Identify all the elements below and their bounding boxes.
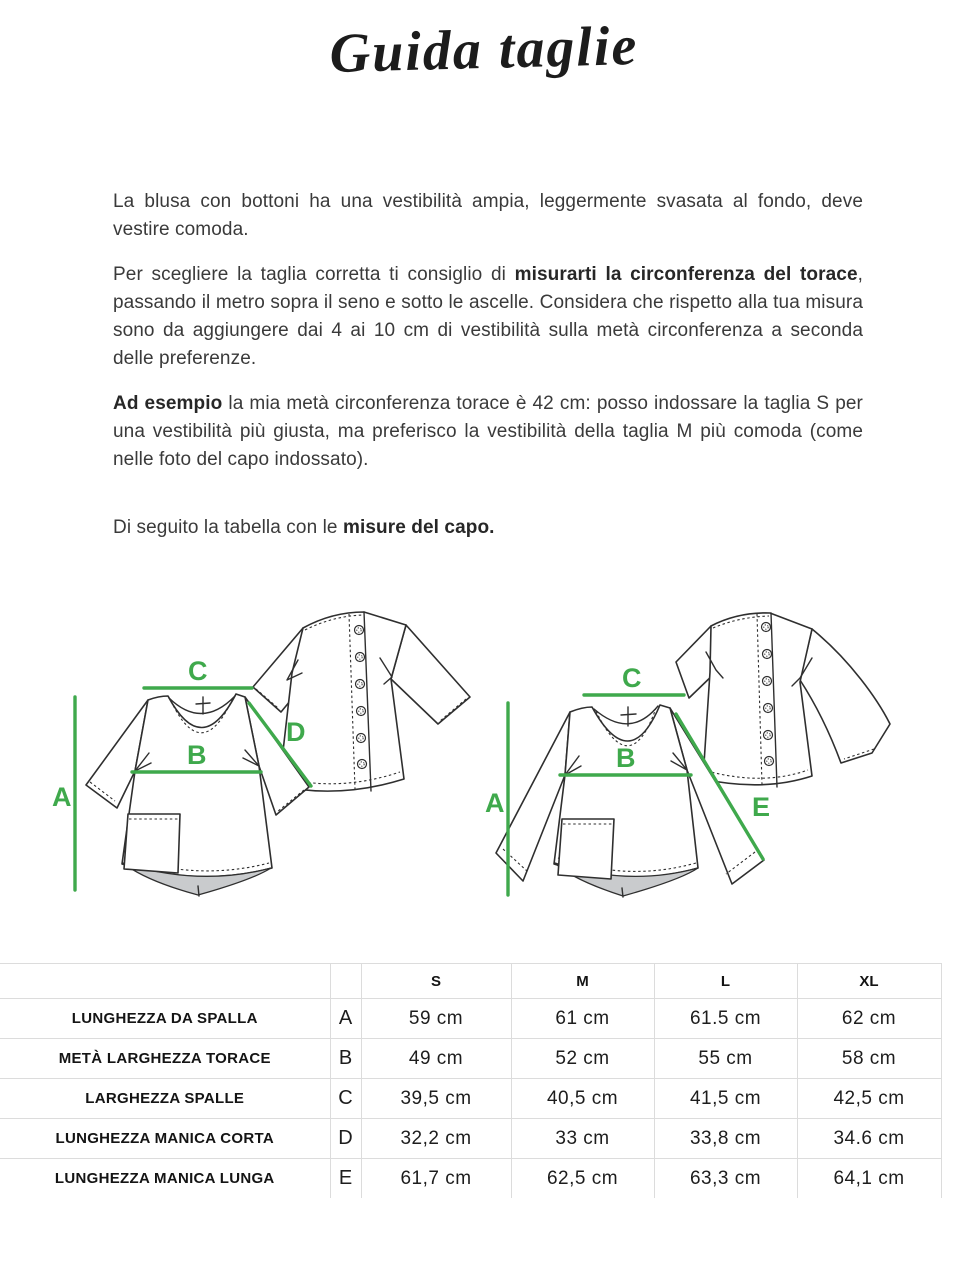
value-cell: 52 cm <box>511 1039 654 1079</box>
value-cell: 63,3 cm <box>654 1159 797 1199</box>
table-row-shoulder-width <box>0 1079 941 1119</box>
measure-label-b: B <box>616 743 636 773</box>
back-right-sleeve <box>391 625 470 724</box>
text-run-bold: misure del capo. <box>342 517 495 538</box>
value-cell: 62,5 cm <box>511 1159 654 1199</box>
measure-label-d: D <box>286 717 306 747</box>
size-header-row <box>0 964 941 999</box>
value-cell: 58 cm <box>797 1039 941 1079</box>
paragraph-measure-advice <box>113 261 863 373</box>
size-header-l: L <box>654 964 797 999</box>
paragraph-table-intro <box>113 514 863 542</box>
center-back-tick <box>196 703 210 704</box>
front-view-short-sleeve <box>86 694 309 896</box>
row-label: LUNGHEZZA MANICA CORTA <box>0 1119 330 1159</box>
text-run: La blusa con bottoni ha una vestibilità ampia, leggermente svasata al fondo, deve vestire comoda. <box>113 191 863 240</box>
empty-header-cell <box>0 964 330 999</box>
value-cell: 59 cm <box>361 999 511 1039</box>
button-icon <box>358 760 367 769</box>
short-sleeve-blouse-diagram <box>40 600 480 920</box>
text-run-bold: Ad esempio <box>113 393 223 414</box>
button-icon <box>356 680 365 689</box>
table-row-short-sleeve-length <box>0 1119 941 1159</box>
back-right-sleeve <box>800 629 890 763</box>
button-icon <box>762 623 771 632</box>
size-header-xl: XL <box>797 964 941 999</box>
button-icon <box>763 677 772 686</box>
value-cell: 40,5 cm <box>511 1079 654 1119</box>
text-run: , passando il metro sopra il seno e sotto le ascelle. Considera che rispetto alla tua misura sono da aggiungere dai 4 ai 10 cm di vestibilità sulla metà circonferenza a seconda delle preferenze. <box>113 264 864 369</box>
table-row-half-chest <box>0 1039 941 1079</box>
paragraph-example <box>113 390 863 474</box>
row-letter: A <box>330 999 361 1039</box>
value-cell: 33 cm <box>511 1119 654 1159</box>
long-sleeve-blouse-diagram <box>470 600 910 920</box>
measure-label-a: A <box>52 782 72 812</box>
hem-notch <box>622 888 623 897</box>
value-cell: 34.6 cm <box>797 1119 941 1159</box>
size-table <box>0 963 942 1198</box>
row-label: LUNGHEZZA MANICA LUNGA <box>0 1159 330 1199</box>
row-letter: B <box>330 1039 361 1079</box>
text-run: Di seguito la tabella con le <box>113 517 343 538</box>
text-run: Per scegliere la taglia corretta ti consiglio di <box>113 264 515 285</box>
value-cell: 41,5 cm <box>654 1079 797 1119</box>
size-header-m: M <box>511 964 654 999</box>
value-cell: 61.5 cm <box>654 999 797 1039</box>
value-cell: 61,7 cm <box>361 1159 511 1199</box>
button-icon <box>764 731 773 740</box>
value-cell: 64,1 cm <box>797 1159 941 1199</box>
button-icon <box>357 734 366 743</box>
value-cell: 39,5 cm <box>361 1079 511 1119</box>
back-body-outline <box>703 613 812 785</box>
value-cell: 49 cm <box>361 1039 511 1079</box>
text-run-bold: misurarti la circonferenza del torace <box>514 264 858 285</box>
button-icon <box>764 704 773 713</box>
button-icon <box>357 707 366 716</box>
back-view-long-sleeve <box>676 613 890 787</box>
button-icon <box>356 653 365 662</box>
value-cell: 55 cm <box>654 1039 797 1079</box>
value-cell: 42,5 cm <box>797 1079 941 1119</box>
center-back-tick <box>621 714 636 715</box>
button-icon <box>765 757 774 766</box>
value-cell: 62 cm <box>797 999 941 1039</box>
value-cell: 61 cm <box>511 999 654 1039</box>
intro-text <box>113 188 863 559</box>
measure-label-c: C <box>188 656 208 686</box>
row-letter: C <box>330 1079 361 1119</box>
measure-label-a: A <box>485 788 505 818</box>
patch-pocket <box>558 819 614 879</box>
button-icon <box>763 650 772 659</box>
paragraph-fit <box>113 188 863 244</box>
patch-pocket <box>124 814 180 873</box>
page-title: Guida taglie <box>328 14 640 86</box>
value-cell: 33,8 cm <box>654 1119 797 1159</box>
hem-notch <box>198 886 199 896</box>
row-letter: E <box>330 1159 361 1199</box>
measure-label-c: C <box>622 663 642 693</box>
text-run: la mia metà circonferenza torace è 42 cm: posso indossare la taglia S per una vestibilità più giusta, ma preferisco la vestibilità della taglia M più comoda (come nelle foto del capo indossato). <box>113 393 863 470</box>
row-label: LARGHEZZA SPALLE <box>0 1079 330 1119</box>
row-label: LUNGHEZZA DA SPALLA <box>0 999 330 1039</box>
measure-label-b: B <box>187 740 207 770</box>
row-letter: D <box>330 1119 361 1159</box>
size-header-s: S <box>361 964 511 999</box>
empty-header-cell <box>330 964 361 999</box>
table-row-shoulder-length <box>0 999 941 1039</box>
measure-label-e: E <box>752 792 771 822</box>
table-row-long-sleeve-length <box>0 1159 941 1199</box>
value-cell: 32,2 cm <box>361 1119 511 1159</box>
row-label: METÀ LARGHEZZA TORACE <box>0 1039 330 1079</box>
button-icon <box>355 626 364 635</box>
